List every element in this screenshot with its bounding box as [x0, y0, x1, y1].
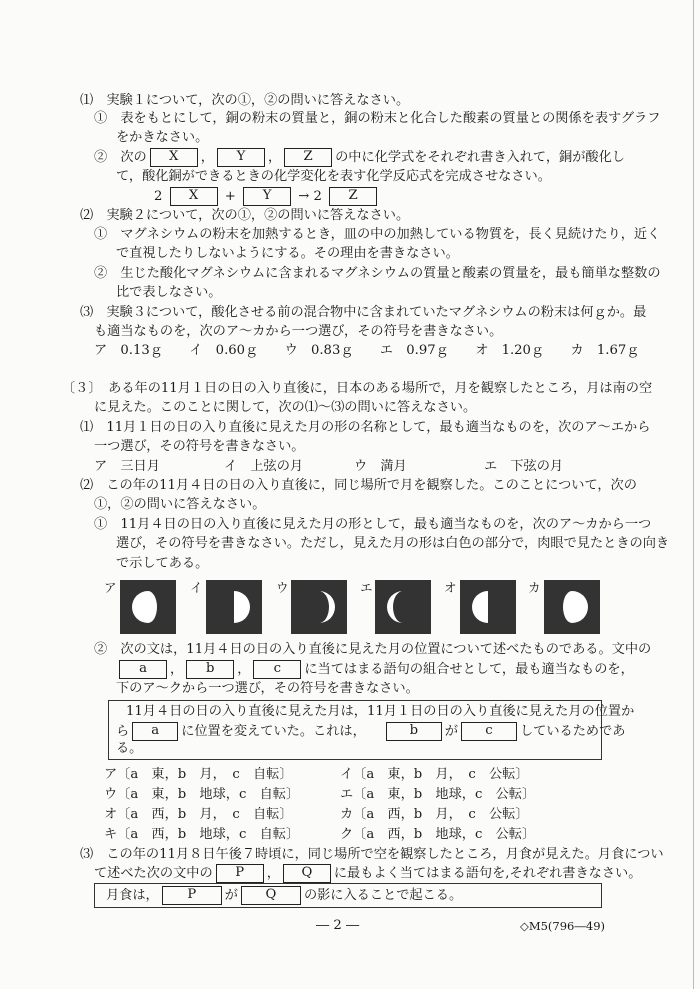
- q3-p1-choice-c: ウ 満月: [354, 459, 407, 474]
- moon-label-ka: カ: [528, 580, 541, 595]
- q2-p3-choices: ア 0.13ｇ イ 0.60ｇ ウ 0.83ｇ エ 0.97ｇ オ 1.20ｇ カ 1.67ｇ: [94, 343, 640, 358]
- eq-coefficient: 2: [154, 189, 163, 204]
- q3-p3-suffix: に最もよく当てはまる語句を,それぞれ書きなさい。: [333, 866, 642, 881]
- frame2-ga: が: [224, 888, 238, 903]
- q3-p1-line-b: 一つ選び，その符号を書きなさい。: [94, 439, 305, 454]
- moon-crescent-right-icon: [291, 580, 347, 634]
- moon-figure-ka: [544, 580, 600, 634]
- q3-p2-2-line-a: ② 次の文は，11月４日の日の入り直後に見えた月の位置について述べたものである。文中の: [94, 642, 652, 657]
- eq-plus: +: [224, 189, 236, 204]
- moon-figure-e: [375, 580, 431, 634]
- moon-gibbous-right-icon: [544, 580, 600, 634]
- q2-p1-2-line-a: [94, 148, 625, 167]
- box-a: a: [119, 660, 167, 679]
- q3-p3-line-b: [94, 864, 641, 883]
- q2-p1-2-suffix: の中に化学式をそれぞれ書き入れて，銅が酸化し: [335, 150, 625, 165]
- frame1-suffix: しているためであ: [520, 724, 626, 739]
- q2-p1-heading: ⑴ 実験１について，次の①，②の問いに答えなさい。: [80, 93, 410, 108]
- frame1-line-a: 11月４日の日の入り直後に見えた月は，11月１日の日の入り直後に見えた月の位置か: [126, 704, 635, 719]
- box-x: X: [150, 148, 198, 167]
- moon-figure-o: [460, 580, 516, 634]
- box-z: Z: [284, 148, 332, 167]
- page-number: ― 2 ―: [316, 918, 360, 933]
- moon-label-o: オ: [444, 580, 457, 595]
- moon-label-u: ウ: [276, 580, 289, 595]
- moon-label-a: ア: [104, 580, 117, 595]
- q2-p1-2-prefix: ② 次の: [94, 150, 147, 165]
- q3-intro-line-b: に見えた。このことに関して，次の⑴～⑶の問いに答えなさい。: [94, 400, 477, 415]
- q2-p2-2-line-a: ② 生じた酸化マグネシウムに含まれるマグネシウムの質量と酸素の質量を，最も簡単な整数の: [94, 266, 661, 281]
- combo-e: エ〔a 東，b 地球，c 公転〕: [340, 787, 536, 802]
- q3-p2-1-line-c: で示してある。: [116, 556, 209, 571]
- frame1-ga: が: [444, 724, 458, 739]
- combo-ku: ク〔a 西，b 地球，c 公転〕: [340, 827, 536, 842]
- combo-a: ア〔a 東，b 月， c 自転〕: [104, 767, 293, 782]
- moon-half-right-icon: [206, 580, 262, 634]
- q2-p1-2-line-b: て，酸化銅ができるときの化学変化を表す化学反応式を完成させなさい。: [116, 169, 551, 184]
- frame1-prefix: ら: [116, 724, 130, 739]
- eq-box-x: X: [170, 187, 218, 206]
- box-y: Y: [217, 148, 265, 167]
- combo-ki: キ〔a 西，b 地球，c 自転〕: [104, 827, 300, 842]
- q3-p3-prefix: て述べた次の文中の: [94, 866, 213, 881]
- q3-p2-1-line-b: 選び，その符号を書きなさい。ただし，見えた月の形は白色の部分で，肉眼で見たときの向き: [116, 536, 670, 551]
- comma: ，: [237, 662, 251, 677]
- box-p: P: [216, 864, 264, 883]
- combo-i: イ〔a 東，b 月， c 公転〕: [340, 767, 529, 782]
- frame1-box-b: b: [386, 722, 442, 741]
- q2-p2-2-line-b: 比で表しなさい。: [116, 285, 222, 300]
- frame1-mid: に位置を変えていた。これは，: [181, 724, 366, 739]
- frame1-box-c: c: [461, 722, 517, 741]
- q3-p1-line-a: ⑴ 11月１日の日の入り直後に見えた月の形の名称として，最も適当なものを，次のア～エから: [80, 420, 651, 435]
- moon-gibbous-left-icon: [120, 580, 176, 634]
- q2-p1-1-line-a: ① 表をもとにして，銅の粉末の質量と，銅の粉末と化合した酸素の質量との関係を表すグラフ: [94, 111, 661, 126]
- q2-p2-1-line-a: ① マグネシウムの粉末を加熱するとき，皿の中の加熱している物質を，長く見続けたり，近く: [94, 227, 661, 242]
- box-b: b: [186, 660, 234, 679]
- q3-p1-choice-b: イ 上弦の月: [224, 459, 304, 474]
- frame1-box-a: a: [132, 722, 178, 741]
- q2-p2-1-line-b: で直視したりしないようにする。その理由を書きなさい。: [116, 246, 459, 261]
- frame2-prefix: 月食は，: [106, 888, 159, 903]
- q2-p3-line-b: も適当なものを，次のア～カから一つ選び，その符号を書きなさい。: [94, 324, 503, 339]
- box-q: Q: [283, 864, 331, 883]
- eq-box-z: Z: [329, 187, 377, 206]
- frame2-suffix: の影に入ることで起こる。: [303, 888, 463, 903]
- frame1-line-c: る。: [116, 741, 143, 756]
- q2-p1-1-line-b: をかきなさい。: [116, 130, 209, 145]
- moon-label-i: イ: [190, 580, 203, 595]
- exam-code: ◇M5(796―49): [520, 919, 605, 933]
- chemical-equation: [154, 187, 380, 206]
- moon-figure-a: [120, 580, 176, 634]
- moon-figure-u: [291, 580, 347, 634]
- eq-arrow: → 2: [298, 189, 322, 204]
- frame2-box-p: P: [162, 886, 222, 905]
- box-c: c: [253, 660, 301, 679]
- q2-p3-line-a: ⑶ 実験３について，酸化させる前の混合物中に含まれていたマグネシウムの粉末は何ｇか。最: [80, 305, 647, 320]
- q3-p2-2-line-b: [116, 660, 634, 679]
- moon-half-left-icon: [460, 580, 516, 634]
- frame1-line-b: [116, 722, 626, 741]
- q2-p2-heading: ⑵ 実験２について，次の①，②の問いに答えなさい。: [80, 208, 410, 223]
- q3-p2-line-b: ①，②の問いに答えなさい。: [94, 497, 266, 512]
- comma: ，: [266, 866, 280, 881]
- moon-label-e: エ: [360, 580, 373, 595]
- q3-p2-2-suffix: に当てはまる語句の組合せとして，最も適当なものを，: [304, 662, 634, 677]
- q3-p1-choice-a: ア 三日月: [94, 459, 160, 474]
- comma: ，: [200, 150, 214, 165]
- comma: ，: [267, 150, 282, 165]
- frame2-line: [106, 886, 462, 905]
- combo-o: オ〔a 西，b 月， c 自転〕: [104, 807, 293, 822]
- page-edge: [693, 0, 694, 989]
- q3-p1-choice-d: エ 下弦の月: [484, 459, 564, 474]
- moon-crescent-left-icon: [375, 580, 431, 634]
- q3-p2-2-line-c: 下のア～クから一つ選び，その符号を書きなさい。: [116, 681, 419, 696]
- q3-intro-line-a: 〔３〕 ある年の11月１日の日の入り直後に，日本のある場所で，月を観察したところ，月は南の空: [62, 381, 653, 396]
- moon-figure-i: [206, 580, 262, 634]
- q3-p2-line-a: ⑵ この年の11月４日の日の入り直後に，同じ場所で月を観察した。このことについて，次の: [80, 478, 637, 493]
- frame2-box-q: Q: [241, 886, 301, 905]
- q3-p3-line-a: ⑶ この年の11月８日午後７時頃に，同じ場所で空を観察したところ，月食が見えた。月食につい: [80, 847, 664, 862]
- combo-ka: カ〔a 西，b 月， c 公転〕: [340, 807, 529, 822]
- eq-box-y: Y: [243, 187, 291, 206]
- combo-u: ウ〔a 東，b 地球，c 自転〕: [104, 787, 300, 802]
- q3-p2-1-line-a: ① 11月４日の日の入り直後に見えた月の形として，最も適当なものを，次のア～カから一つ: [94, 517, 652, 532]
- comma: ，: [170, 662, 184, 677]
